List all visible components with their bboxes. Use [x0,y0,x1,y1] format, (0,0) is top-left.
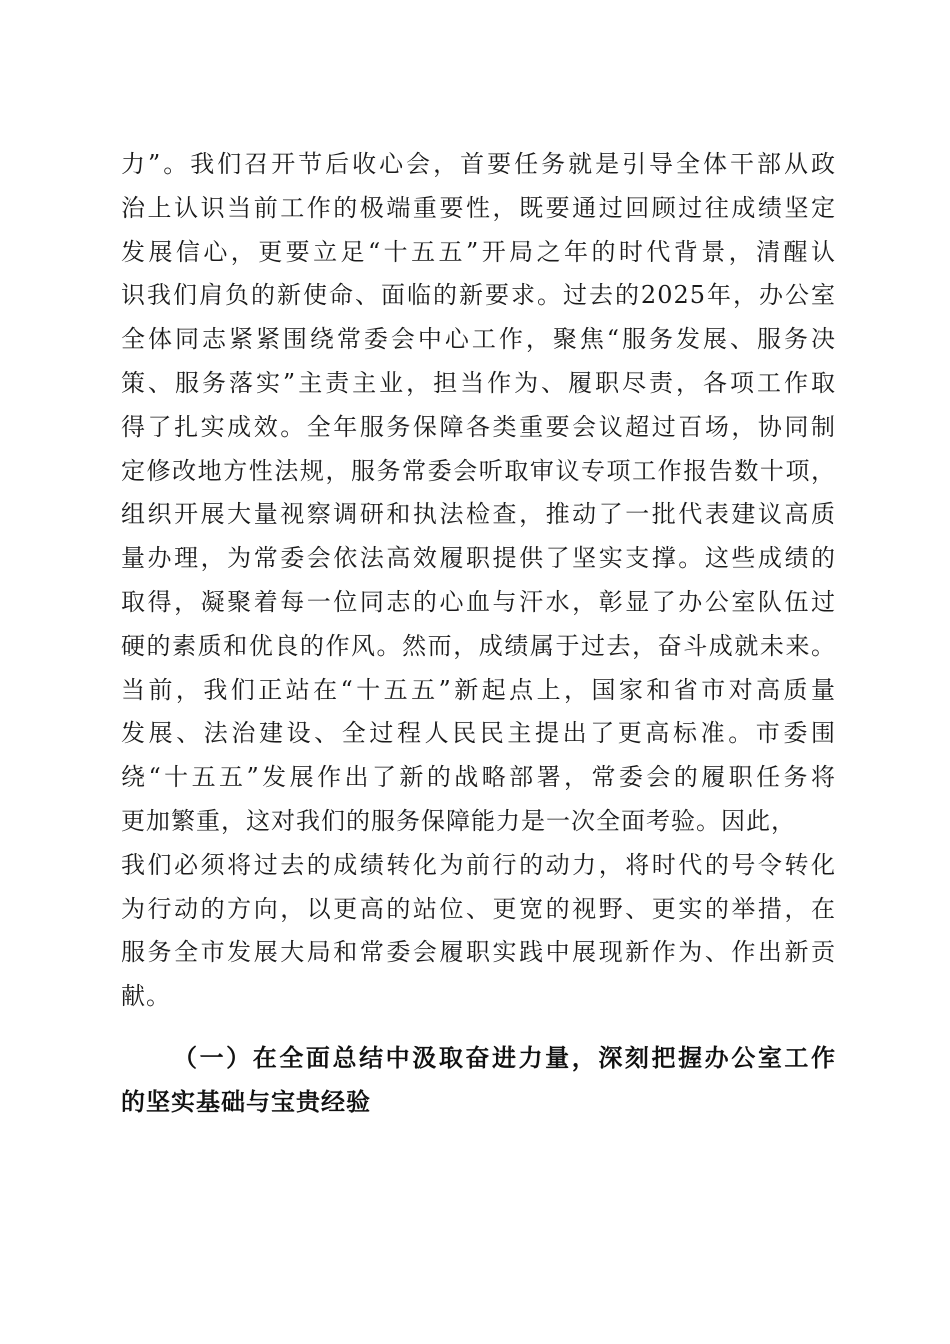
body-line: 服务全市发展大局和常委会履职实践中展现新作为、作出新贡 [121,938,836,967]
body-line: 绕“十五五”发展作出了新的战略部署，常委会的履职任务将 [121,763,836,792]
body-line: 全体同志紧紧围绕常委会中心工作，聚焦“服务发展、服务决 [121,325,836,354]
body-line: 为行动的方向，以更高的站位、更宽的视野、更实的举措，在 [121,894,836,923]
section-heading [121,1036,836,1124]
body-line-last: 献。 [121,982,171,1011]
body-line: 更加繁重，这对我们的服务保障能力是一次全面考验。因此， [121,806,796,835]
body-line: 发展信心，更要立足“十五五”开局之年的时代背景，清醒认 [121,237,836,266]
section-heading-line: 的坚实基础与宝贵经验 [121,1087,371,1116]
body-line: 识我们肩负的新使命、面临的新要求。过去的2025年，办公室 [121,281,836,310]
body-line: 组织开展大量视察调研和执法检查，推动了一批代表建议高质 [121,500,836,529]
body-line: 力”。我们召开节后收心会，首要任务就是引导全体干部从政 [121,150,836,178]
body-line: 得了扎实成效。全年服务保障各类重要会议超过百场，协同制 [121,412,836,441]
body-line: 量办理，为常委会依法高效履职提供了坚实支撑。这些成绩的 [121,544,836,573]
body-line: 发展、法治建设、全过程人民民主提出了更高标准。市委围 [121,719,836,748]
body-line: 定修改地方性法规，服务常委会听取审议专项工作报告数十项， [121,456,836,485]
body-line: 取得，凝聚着每一位同志的心血与汗水，彰显了办公室队伍过 [121,587,836,616]
body-line: 策、服务落实”主责主业，担当作为、履职尽责，各项工作取 [121,368,836,397]
body-line: 硬的素质和优良的作风。然而，成绩属于过去，奋斗成就未来。 [121,631,836,660]
body-line: 我们必须将过去的成绩转化为前行的动力，将时代的号令转化 [121,850,836,879]
body-line: 治上认识当前工作的极端重要性，既要通过回顾过往成绩坚定 [121,193,836,222]
section-heading-line: （一）在全面总结中汲取奋进力量，深刻把握办公室工作 [173,1043,836,1072]
body-paragraph [121,143,836,1019]
body-line: 当前，我们正站在“十五五”新起点上，国家和省市对高质量 [121,675,836,704]
